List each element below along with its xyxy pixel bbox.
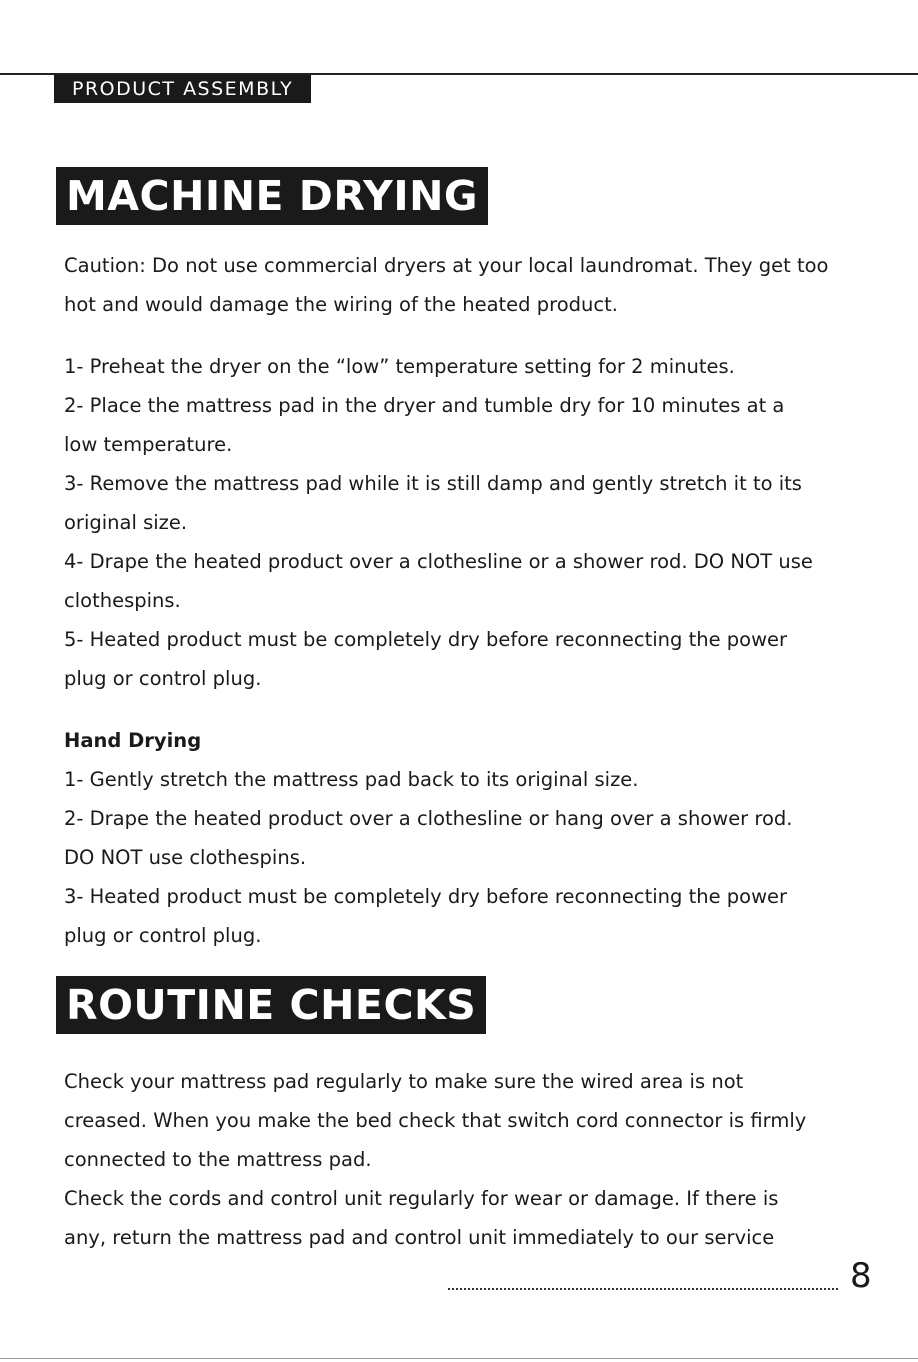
text-line: any, return the mattress pad and control unit immediately to our service [64, 1226, 775, 1249]
routine-checks-paragraph [64, 1062, 864, 1257]
machine-drying-steps [64, 347, 864, 698]
hand-drying-section [64, 721, 864, 955]
text-line: 3- Remove the mattress pad while it is still damp and gently stretch it to its [64, 472, 802, 495]
text-line: 1- Gently stretch the mattress pad back to its original size. [64, 768, 639, 791]
caution-paragraph [64, 246, 864, 324]
text-line: Check your mattress pad regularly to make sure the wired area is not [64, 1070, 744, 1093]
page-bottom-edge [0, 1358, 918, 1359]
text-line: 1- Preheat the dryer on the “low” temperature setting for 2 minutes. [64, 355, 735, 378]
text-line: 2- Place the mattress pad in the dryer and tumble dry for 10 minutes at a [64, 394, 785, 417]
text-line: Caution: Do not use commercial dryers at your local laundromat. They get too [64, 254, 829, 277]
machine-drying-heading: MACHINE DRYING [56, 167, 488, 225]
text-line: Check the cords and control unit regularly for wear or damage. If there is [64, 1187, 779, 1210]
routine-checks-heading: ROUTINE CHECKS [56, 976, 486, 1034]
text-line: creased. When you make the bed check that switch cord connector is firmly [64, 1109, 807, 1132]
text-line: plug or control plug. [64, 924, 262, 947]
text-line: hot and would damage the wiring of the heated product. [64, 293, 618, 316]
text-line: connected to the mattress pad. [64, 1148, 372, 1171]
text-line: 5- Heated product must be completely dry before reconnecting the power [64, 628, 788, 651]
hand-drying-subheading: Hand Drying [64, 729, 202, 752]
text-line: original size. [64, 511, 188, 534]
text-line: clothespins. [64, 589, 181, 612]
text-line: 4- Drape the heated product over a clothesline or a shower rod. DO NOT use [64, 550, 813, 573]
text-line: 2- Drape the heated product over a clothesline or hang over a shower rod. [64, 807, 793, 830]
text-line: DO NOT use clothespins. [64, 846, 307, 869]
footer-dotted-leader [448, 1268, 838, 1290]
section-tab: PRODUCT ASSEMBLY [54, 75, 311, 103]
text-line: plug or control plug. [64, 667, 262, 690]
page-number: 8 [850, 1256, 872, 1296]
text-line: 3- Heated product must be completely dry before reconnecting the power [64, 885, 788, 908]
text-line: low temperature. [64, 433, 233, 456]
